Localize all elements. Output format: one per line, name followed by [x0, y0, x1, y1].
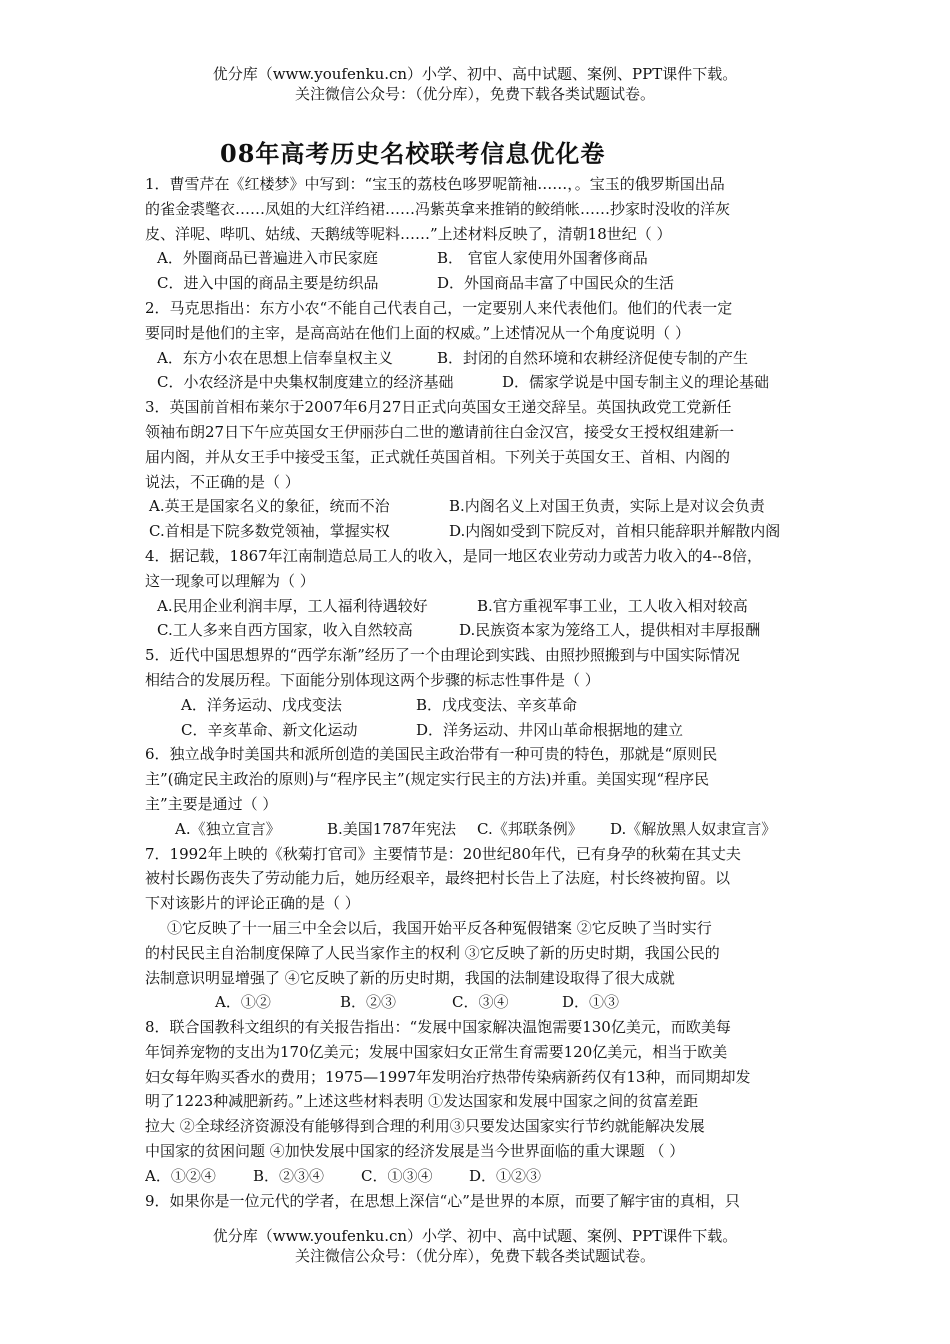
q2-options-cd	[145, 370, 815, 395]
q6-line-2: 主”(确定民主政治的原则)与“程序民主”(规定实行民主的方法)并重。美国实现“程序民	[145, 770, 710, 789]
page-footer	[0, 1226, 950, 1266]
q5-line-2: 相结合的发展历程。下面能分别体现这两个步骤的标志性事件是（ ）	[145, 670, 600, 689]
q4-option-b: B.官方重视军事工业，工人收入相对较高	[477, 596, 748, 615]
q2-option-c: C．小农经济是中央集权制度建立的经济基础	[157, 373, 454, 392]
footer-line-2: 关注微信公众号：（优分库），免费下载各类试题试卷。	[294, 1247, 655, 1265]
q2-option-b: B．封闭的自然环境和农耕经济促使专制的产生	[437, 348, 749, 367]
q7-option-b: B．②③	[340, 993, 397, 1012]
q4-options-cd	[145, 618, 815, 643]
q5-options-cd	[145, 718, 815, 743]
q8-option-a: A．①②④	[145, 1166, 216, 1185]
q7-line-6: 法制意识明显增强了 ④它反映了新的历史时期，我国的法制建设取得了很大成就	[145, 968, 675, 987]
q5-option-a: A．洋务运动、戊戌变法	[181, 695, 342, 714]
question-list	[145, 172, 815, 1213]
q8-line-3: 妇女每年购买香水的费用；1975—1997年发明治疗热带传染病新药仅有13种，而同期却发	[145, 1067, 751, 1086]
q7-option-d: D．①③	[562, 993, 620, 1012]
q3-line-2: 领袖布朗27日下午应英国女王伊丽莎白二世的邀请前往白金汉宫，接受女王授权组建新一	[145, 422, 735, 441]
q7-line-1: 7．1992年上映的《秋菊打官司》主要情节是：20世纪80年代，已有身孕的秋菊在其丈夫	[145, 844, 741, 863]
q1-line-1: 1．曹雪芹在《红楼梦》中写到：“宝玉的荔枝色哆罗呢箭袖……，。宝玉的俄罗斯国出品	[145, 175, 725, 193]
q3-option-b: B.内阁名义上对国王负责，实际上是对议会负责	[449, 497, 765, 516]
q2-option-a: A．东方小农在思想上信奉皇权主义	[157, 348, 393, 367]
q3-line-1: 3．英国前首相布莱尔于2007年6月27日正式向英国女王递交辞呈。英国执政党工党新任	[145, 398, 732, 417]
q3-line-4: 说法，不正确的是（ ）	[145, 472, 300, 491]
q7-option-c: C．③④	[452, 993, 509, 1012]
q3-option-a: A.英王是国家名义的象征，统而不治	[149, 497, 390, 516]
q8-line-1: 8．联合国教科文组织的有关报告指出：“发展中国家解决温饱需要130亿美元，而欧美每	[145, 1018, 731, 1037]
q1-option-b: B． 官宦人家使用外国奢侈商品	[437, 249, 648, 268]
q1-option-d: D．外国商品丰富了中国民众的生活	[437, 274, 675, 293]
q7-options	[145, 990, 815, 1015]
footer-line-1: 优分库（www.youfenku.cn）小学、初中、高中试题、案例、PPT课件下载。	[212, 1227, 738, 1245]
q5-line-1: 5．近代中国思想界的“西学东渐”经历了一个由理论到实践、由照抄照搬到与中国实际情况	[145, 646, 740, 665]
q7-line-3: 下对该影片的评论正确的是（ ）	[145, 894, 360, 913]
q2-line-2: 要同时是他们的主宰，是高高站在他们上面的权威。”上述情况从一个角度说明（ ）	[145, 323, 690, 342]
q1-options-cd	[145, 271, 815, 296]
page-title: 08年高考历史名校联考信息优化卷	[220, 139, 606, 168]
q4-option-a: A.民用企业利润丰厚，工人福利待遇较好	[157, 596, 428, 615]
q8-line-2: 年饲养宠物的支出为170亿美元；发展中国家妇女正常生育需要120亿美元，相当于欧美	[145, 1042, 728, 1061]
q3-option-c: C.首相是下院多数党领袖，掌握实权	[149, 522, 390, 541]
q6-line-1: 6．独立战争时美国共和派所创造的美国民主政治带有一种可贵的特色，那就是“原则民	[145, 745, 718, 764]
q8-line-4: 明了1223种减肥新药。”上述这些材料表明 ①发达国家和发展中国家之间的贫富差距	[145, 1092, 699, 1111]
q8-options	[145, 1164, 815, 1189]
q3-line-3: 届内阁，并从女王手中接受玉玺，正式就任英国首相。下列关于英国女王、首相、内阁的	[145, 447, 731, 466]
q7-line-4: ①它反映了十一届三中全会以后，我国开始平反各种冤假错案 ②它反映了当时实行	[167, 918, 712, 937]
q8-line-6: 中国家的贫困问题 ④加快发展中国家的经济发展是当今世界面临的重大课题 （ ）	[145, 1142, 685, 1161]
q3-options-ab	[145, 494, 815, 519]
q8-line-5: 拉大 ②全球经济资源没有能够得到合理的利用③只要发达国家实行节约就能解决发展	[145, 1117, 705, 1136]
q1-options-ab	[145, 246, 815, 271]
q3-options-cd	[145, 519, 815, 544]
q4-option-c: C.工人多来自西方国家，收入自然较高	[157, 621, 413, 640]
q5-option-b: B．戊戌变法、辛亥革命	[416, 695, 578, 714]
q5-option-d: D．洋务运动、井冈山革命根据地的建立	[416, 720, 684, 739]
q1-line-3: 皮、洋呢、哔叽、姑绒、天鹅绒等呢料……”上述材料反映了，清朝18世纪（ ）	[145, 224, 672, 243]
q7-line-5: 的村民民主自治制度保障了人民当家作主的权利 ③它反映了新的历史时期，我国公民的	[145, 943, 720, 962]
q4-line-2: 这一现象可以理解为（ ）	[145, 571, 315, 590]
q7-option-a: A．①②	[215, 993, 271, 1012]
q6-option-d: D.《解放黑人奴隶宣言》	[610, 819, 777, 838]
q4-options-ab	[145, 594, 815, 619]
q2-options-ab	[145, 346, 815, 371]
q6-option-b: B.美国1787年宪法	[327, 819, 456, 838]
q7-line-2: 被村长踢伤丧失了劳动能力后，她历经艰辛，最终把村长告上了法庭，村长终被拘留。以	[145, 869, 731, 888]
q6-option-a: A.《独立宣言》	[175, 819, 281, 838]
q4-line-1: 4．据记载，1867年江南制造总局工人的收入，是同一地区农业劳动力或苦力收入的4--8倍，	[145, 546, 762, 565]
q1-option-c: C．进入中国的商品主要是纺织品	[157, 274, 379, 293]
q6-line-3: 主”主要是通过（ ）	[145, 794, 278, 813]
q2-line-1: 2．马克思指出：东方小农“不能自己代表自己，一定要别人来代表他们。他们的代表一定	[145, 298, 733, 317]
q6-option-c: C.《邦联条例》	[477, 819, 583, 838]
page-header	[0, 64, 950, 104]
q4-option-d: D.民族资本家为笼络工人，提供相对丰厚报酬	[459, 621, 761, 640]
q1-option-a: A．外圈商品已普遍进入市民家庭	[157, 249, 378, 268]
q1-line-2: 的雀金裘氅衣……凤姐的大红洋绉裙……冯紫英拿来推销的鲛绡帐……抄家时没收的洋灰	[145, 199, 731, 218]
q6-options	[145, 817, 815, 842]
q5-option-c: C．辛亥革命、新文化运动	[181, 720, 358, 739]
q8-option-c: C．①③④	[361, 1166, 433, 1185]
q8-option-b: B．②③④	[253, 1166, 325, 1185]
q3-option-d: D.内阁如受到下院反对，首相只能辞职并解散内阁	[449, 522, 781, 541]
q2-option-d: D．儒家学说是中国专制主义的理论基础	[502, 373, 770, 392]
q8-option-d: D．①②③	[469, 1166, 542, 1185]
header-line-1: 优分库（www.youfenku.cn）小学、初中、高中试题、案例、PPT课件下载。	[212, 65, 738, 83]
header-line-2: 关注微信公众号：（优分库），免费下载各类试题试卷。	[294, 85, 655, 103]
q5-options-ab	[145, 693, 815, 718]
q9-line-1: 9．如果你是一位元代的学者，在思想上深信“心”是世界的本原，而要了解宇宙的真相，只	[145, 1191, 740, 1210]
